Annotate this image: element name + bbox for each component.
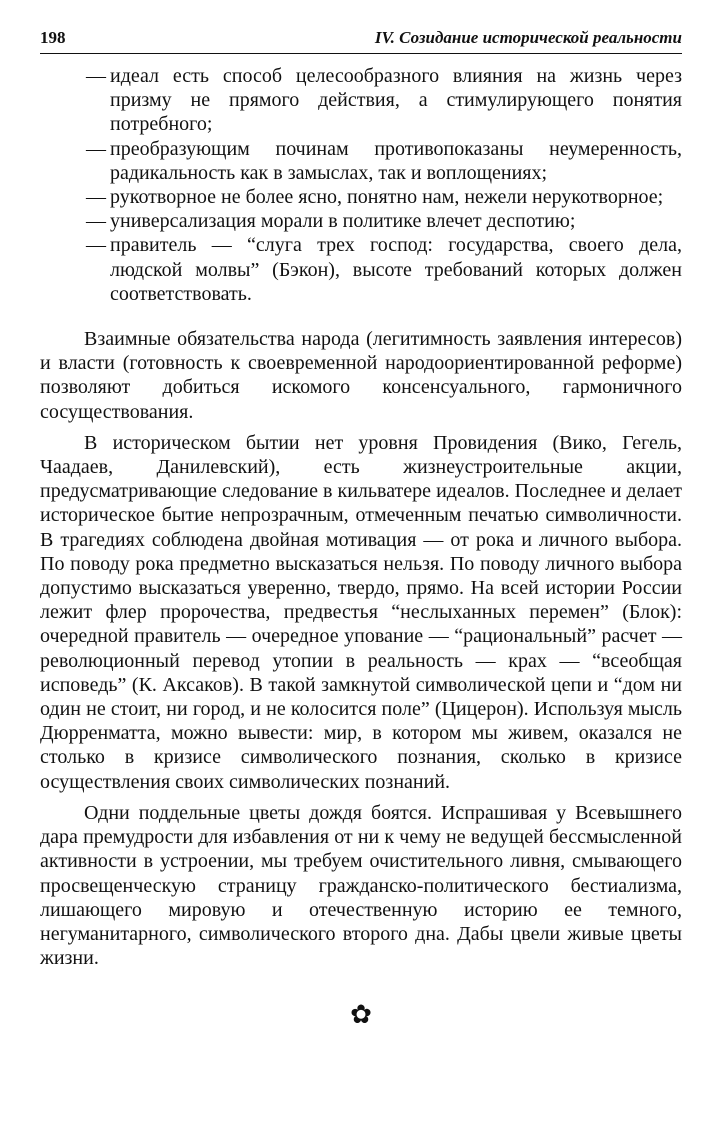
page-number: 198	[40, 28, 66, 47]
list-dash: —	[86, 137, 106, 160]
thesis-list	[40, 64, 682, 306]
list-dash: —	[86, 65, 106, 87]
list-item	[40, 209, 682, 233]
list-dash: —	[86, 186, 106, 209]
list-item	[40, 185, 682, 209]
flower-ornament-icon: ✿	[350, 1000, 372, 1030]
running-head	[40, 28, 682, 54]
list-item	[40, 64, 682, 137]
book-page	[40, 28, 682, 1028]
list-item	[40, 137, 682, 185]
section-title: IV. Созидание исторической реальности	[374, 28, 682, 47]
body-paragraph: В историческом бытии нет уровня Провидения (Вико, Гегель, Чаадаев, Данилевский), есть жизнеустроительные акции, предусматривающие следование в кильватере идеалов. Последнее и делает историческое бытие непрозрачным, отмеченным печатью символичности. В трагедиях соблюдена двойная мотивация — от рока и личного выбора. По поводу рока предметно высказаться нельзя. По поводу личного выбора допустимо высказаться уверенно, твердо, прямо. На всей истории России лежит флер пророчества, предвестья “неслыханных перемен” (Блок): очередной правитель — очередное упование — “рациональный” расчет — революционный перевод утопии в реальность — крах — “всеобщая исповедь” (К. Аксаков). В такой замкнутой символической цепи и “дом ни один не стоит, ни город, и не колосится поле” (Цицерон). Используя мысль Дюрренматта, можно вывести: мир, в котором мы живем, оказался не столько в кризисе символического познания, сколько в кризисе осуществления своих символических познаний.	[40, 431, 682, 793]
body-paragraph: Взаимные обязательства народа (легитимность заявления интересов) и власти (готовность к своевременной народоориентированной реформе) позволяют добиться искомого консенсуального, гармоничного сосуществования.	[40, 328, 682, 423]
list-item-text: универсализация морали в политике влечет деспотию;	[110, 210, 576, 233]
body-paragraph: Одни поддельные цветы дождя боятся. Испрашивая у Всевышнего дара премудрости для избавления от ни к чему не ведущей бессмысленной активности в устроении, мы требуем очистительного ливня, смывающего просвещенческую страницу гражданско-политического бестиализма, лишающего мировую и отечественную историю ее темного, негуманитарного, символического второго дна. Дабы цвели живые цветы жизни.	[40, 801, 682, 970]
list-item-text: преобразующим починам противопоказаны неумеренность, радикальность как в замыслах, так и воплощениях;	[110, 137, 682, 184]
list-item-text: идеал есть способ целесообразного влияния на жизнь через призму не прямого действия, а стимулирующего понятия потребного;	[110, 65, 682, 136]
list-dash: —	[86, 210, 106, 233]
list-dash: —	[86, 234, 106, 257]
list-item	[40, 233, 682, 306]
list-item-text: правитель — “слуга трех господ: государства, своего дела, людской молвы” (Бэкон), высоте требований которых должен соответствовать.	[110, 234, 682, 305]
list-item-text: рукотворное не более ясно, понятно нам, нежели нерукотворное;	[110, 186, 664, 209]
